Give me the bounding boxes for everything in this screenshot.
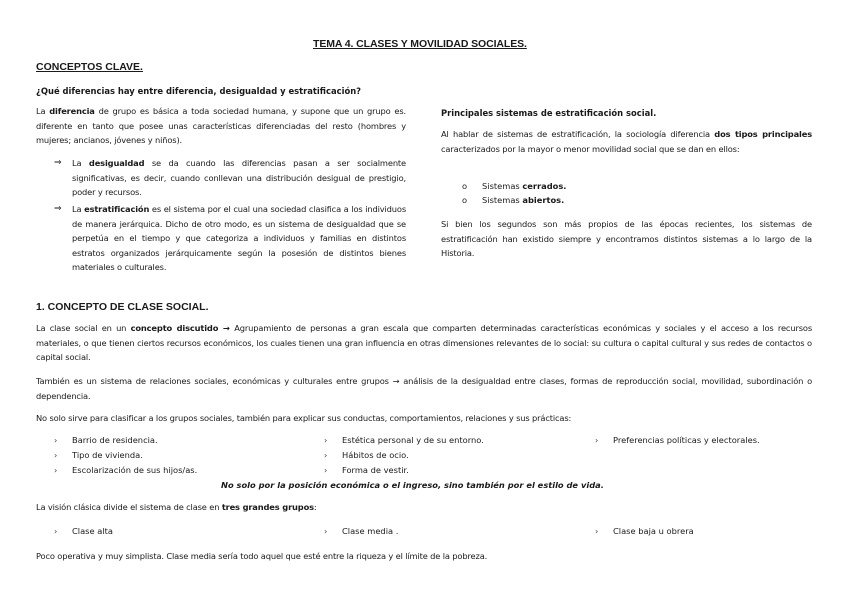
text: Sistemas: [482, 195, 523, 205]
chevron-bullet-icon: ›: [324, 449, 328, 460]
diferencia-paragraph: [36, 104, 406, 148]
chevron-bullet-icon: ›: [595, 435, 599, 445]
double-arrow-icon: ⇒: [54, 158, 62, 168]
system-bullet-cerrados: [462, 180, 566, 193]
chevron-bullet-icon: ›: [54, 449, 58, 460]
systems-intro: [441, 127, 812, 156]
text: Estética personal y de su entorno.: [342, 435, 484, 445]
text: caracterizados por la mayor o menor movilidad social que se dan en ellos:: [441, 143, 740, 154]
text: de grupo es básica a toda sociedad humana, y supone que un grupo es. diferente en tanto que posee unas características diferenciadas del resto (hombres y mujeres; ancianos, jóvenes y niños).: [36, 106, 406, 146]
chevron-bullet-icon: ›: [54, 464, 58, 475]
text: Al hablar de sistemas de estratificación, la sociología diferencia: [441, 129, 715, 139]
chevron-bullet-icon: ›: [595, 526, 599, 536]
classification-paragraph: No solo sirve para clasificar a los grupos sociales, también para explicar sus conductas, comportamientos, relaciones y sus prácticas:: [36, 413, 572, 423]
term-estratificacion: estratificación: [84, 204, 150, 214]
term-concepto-discutido: concepto discutido: [130, 323, 219, 333]
list-item: [324, 463, 484, 478]
chevron-bullet-icon: ›: [324, 464, 328, 475]
list-item: [324, 433, 484, 448]
list-column-1: [54, 433, 197, 477]
text: Sistemas: [482, 181, 523, 191]
term-diferencia: diferencia: [49, 106, 95, 116]
class-item-media: [324, 524, 398, 539]
right-arrow-icon: →: [218, 323, 235, 333]
chevron-bullet-icon: ›: [54, 526, 58, 536]
text: La: [36, 106, 50, 116]
classic-vision-paragraph: [36, 500, 812, 515]
text: Hábitos de ocio.: [342, 449, 409, 460]
list-column-3: [595, 433, 760, 448]
estratificacion-item: [54, 202, 406, 275]
text: La: [72, 204, 85, 214]
text: Clase alta: [72, 526, 113, 536]
text: La visión clásica divide el sistema de clase en: [36, 502, 222, 512]
list-item: [54, 433, 197, 448]
document-title: TEMA 4. CLASES Y MOVILIDAD SOCIALES.: [313, 38, 527, 50]
section1-heading: 1. CONCEPTO DE CLASE SOCIAL.: [36, 301, 209, 313]
middle-class-note: Poco operativa y muy simplista. Clase media sería todo aquel que esté entre la riqueza y el límite de la pobreza.: [36, 551, 488, 561]
list-item: [54, 448, 197, 463]
text: se da cuando las diferencias pasan a ser socialmente significativas, es decir, cuando conllevan una distribución desigual de prestigio, poder y recursos.: [72, 158, 406, 198]
circle-bullet-icon: o: [462, 195, 468, 205]
clase-social-definition: [36, 321, 812, 365]
term-abiertos: abiertos.: [522, 195, 565, 205]
relations-paragraph: También es un sistema de relaciones sociales, económicas y culturales entre grupos → análisis de la desigualdad entre clases, formas de reproducción social, movilidad, subordinación o dependencia.: [36, 376, 812, 401]
text: es el sistema por el cual una sociedad clasifica a los individuos de manera jerárquica. Dicho de otro modo, es un sistema de desigualdad que se perpetúa en el tiempo y que categoriza a individuos y familias en distintos estratos organizados jerárquicamente según la posesión de distintos bienes materiales o culturales.: [72, 204, 406, 273]
text: La: [72, 158, 89, 168]
term-desigualdad: desigualdad: [88, 158, 145, 168]
class-item-baja: [595, 524, 694, 539]
term-cerrados: cerrados.: [522, 181, 567, 191]
estratificacion-text: [72, 202, 406, 275]
desigualdad-text: [72, 156, 406, 200]
text: La clase social en un: [36, 323, 131, 333]
term-dos-tipos: dos tipos principales: [714, 129, 812, 139]
term-tres-grandes-grupos: tres grandes grupos: [221, 502, 314, 512]
text: Preferencias políticas y electorales.: [613, 435, 760, 445]
double-arrow-icon: ⇒: [54, 204, 62, 214]
text: Clase baja u obrera: [613, 526, 694, 536]
text: Clase media .: [342, 526, 399, 536]
concepts-heading: CONCEPTOS CLAVE.: [36, 61, 143, 73]
list-column-2: [324, 433, 484, 477]
list-item: [595, 433, 760, 448]
chevron-bullet-icon: ›: [324, 435, 328, 445]
system-bullet-abiertos: [462, 194, 564, 207]
desigualdad-item: [54, 156, 406, 200]
text: Forma de vestir.: [342, 464, 409, 475]
text: Agrupamiento de personas a gran escala que comparten determinadas características económicas y sociales y el acceso a los recursos materiales, o que tienen ciertos recursos económicos, los cuales tienen una gran influencia en otras dimensiones relevantes de lo social: su cultura o capital cultural y sus redes de contactos o capital social.: [36, 323, 812, 363]
text: Tipo de vivienda.: [72, 449, 143, 460]
class-item-alta: [54, 524, 113, 539]
list-item: [54, 463, 197, 478]
text: :: [313, 502, 317, 512]
lifestyle-emphasis: No solo por la posición económica o el ingreso, sino también por el estilo de vida.: [221, 480, 604, 490]
chevron-bullet-icon: ›: [54, 435, 58, 445]
systems-heading: Principales sistemas de estratificación social.: [441, 108, 657, 118]
text: Escolarización de sus hijos/as.: [72, 464, 198, 475]
list-item: [324, 448, 484, 463]
systems-closing: Si bien los segundos son más propios de las épocas recientes, los sistemas de estratificación han existido siempre y encontramos distintos sistemas a lo largo de la Historia.: [441, 219, 812, 259]
key-question: ¿Qué diferencias hay entre diferencia, desigualdad y estratificación?: [36, 86, 362, 96]
chevron-bullet-icon: ›: [324, 526, 328, 536]
circle-bullet-icon: o: [462, 181, 468, 191]
text: Barrio de residencia.: [72, 435, 158, 445]
